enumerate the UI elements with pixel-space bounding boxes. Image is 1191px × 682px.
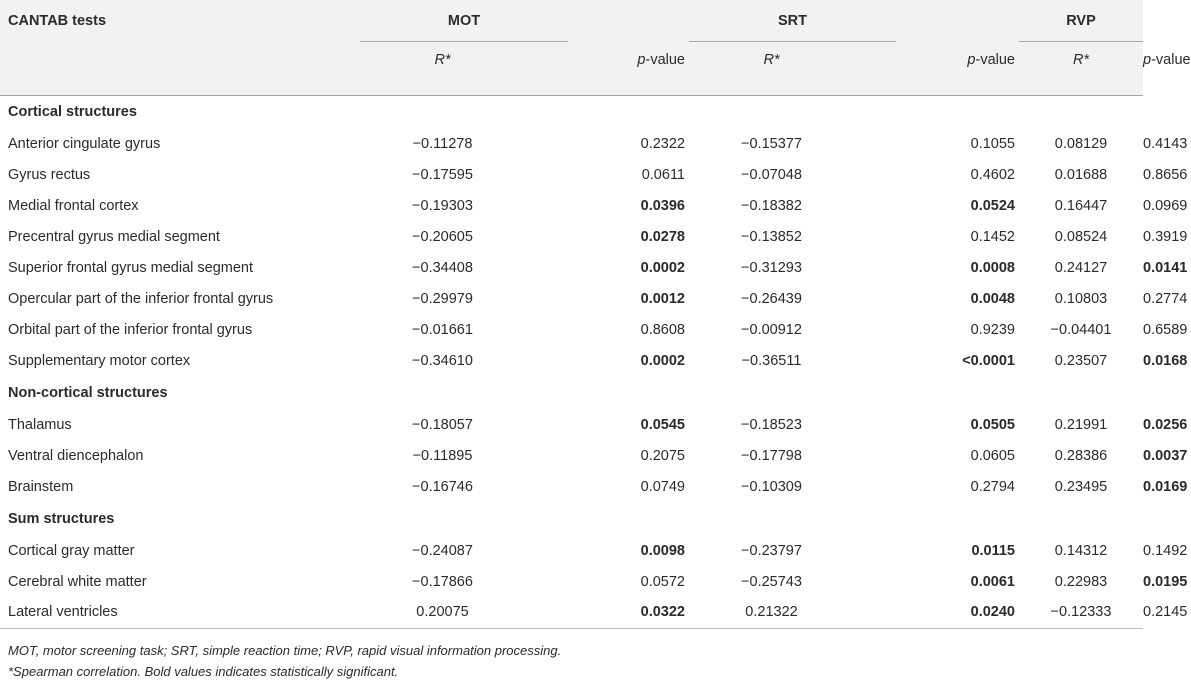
p-value-cell: 0.0008 — [970, 259, 1015, 276]
footnotes — [8, 640, 561, 661]
p-value-cell: 0.0115 — [971, 542, 1015, 559]
p-value-cell: 0.0396 — [640, 197, 685, 214]
r-value-cell: 0.28386 — [1054, 447, 1108, 464]
r-value-cell: −0.17866 — [412, 573, 473, 590]
p-value-cell: 0.0278 — [640, 228, 685, 245]
table-row: Medial frontal cortex −0.19303 0.0396 −0.18382 0.0524 0.16447 0.0969 — [0, 190, 1143, 221]
r-value-cell: −0.36511 — [741, 352, 802, 369]
p-value-cell: 0.8608 — [640, 321, 685, 338]
p-value-cell: 0.0098 — [640, 542, 685, 559]
p-value-cell: 0.0002 — [640, 259, 685, 276]
row-label: Anterior cingulate gyrus — [8, 135, 161, 152]
r-value-cell: −0.23797 — [741, 542, 802, 559]
r-value-cell: −0.34610 — [412, 352, 473, 369]
p-value-cell: 0.0749 — [640, 478, 685, 495]
p-value-cell: 0.2075 — [640, 447, 685, 464]
row-label: Cortical gray matter — [8, 542, 135, 559]
row-label: Medial frontal cortex — [8, 197, 139, 214]
r-value-cell: 0.08129 — [1054, 135, 1108, 152]
r-value-cell: −0.01661 — [412, 321, 473, 338]
p-value-cell: 0.0545 — [640, 416, 685, 433]
p-value-cell: <0.0001 — [962, 352, 1015, 369]
row-label: Cerebral white matter — [8, 573, 147, 590]
r-value-cell: −0.12333 — [1019, 597, 1143, 628]
r-value-cell: 0.14312 — [1054, 542, 1108, 559]
r-value-cell: −0.19303 — [412, 197, 473, 214]
p-value-cell: 0.4602 — [970, 166, 1015, 183]
p-value-cell: 0.0572 — [640, 573, 685, 590]
header-row-subcols: R* p-value R* p-value R* p-value — [0, 41, 1143, 95]
header-group-srt: SRT — [689, 0, 896, 41]
r-value-cell: −0.20605 — [412, 228, 473, 245]
header-r-mot: R* — [434, 51, 451, 68]
r-value-cell: 0.21991 — [1054, 416, 1108, 433]
header-gap — [896, 0, 1019, 41]
r-value-cell: −0.11895 — [412, 447, 473, 464]
r-value-cell: −0.07048 — [741, 166, 802, 183]
header-r-srt: R* — [763, 51, 780, 68]
r-value-cell: −0.34408 — [412, 259, 473, 276]
r-value-cell: −0.10309 — [741, 478, 802, 495]
p-value-cell: 0.0524 — [970, 197, 1015, 214]
p-value-cell: 0.0048 — [970, 290, 1015, 307]
footnote-abbreviations: MOT, motor screening task; SRT, simple reaction time; RVP, rapid visual information processing. — [8, 643, 562, 658]
row-label: Orbital part of the inferior frontal gyrus — [8, 321, 253, 338]
r-value-cell: −0.18057 — [412, 416, 473, 433]
table-body — [0, 95, 1188, 628]
section-title: Non-cortical structures — [8, 384, 168, 401]
r-value-cell: −0.26439 — [741, 290, 802, 307]
p-value-cell: 0.0611 — [641, 166, 685, 183]
p-value-cell: 0.0002 — [640, 352, 685, 369]
header-gap — [568, 0, 689, 41]
p-value-cell: 0.0012 — [640, 290, 685, 307]
r-value-cell: −0.31293 — [741, 259, 802, 276]
section-title: Sum structures — [8, 510, 115, 527]
r-value-cell: 0.01688 — [1054, 166, 1108, 183]
table-row: Lateral ventricles 0.20075 0.0322 0.21322 0.0240 −0.12333 0.2145 — [0, 597, 1143, 628]
row-label: Supplementary motor cortex — [8, 352, 191, 369]
p-value-cell: 0.1055 — [970, 135, 1015, 152]
r-value-cell: −0.04401 — [1050, 321, 1112, 338]
table-row: Gyrus rectus −0.17595 0.0611 −0.07048 0.4602 0.01688 0.8656 — [0, 159, 1143, 190]
table-row: Opercular part of the inferior frontal gyrus −0.29979 0.0012 −0.26439 0.0048 0.10803 0.2774 — [0, 283, 1143, 314]
table-row: Superior frontal gyrus medial segment −0.34408 0.0002 −0.31293 0.0008 0.24127 0.0141 — [0, 252, 1143, 283]
header-r-rvp: R* — [1072, 51, 1090, 68]
table-row: Precentral gyrus medial segment −0.20605 0.0278 −0.13852 0.1452 0.08524 0.3919 — [0, 221, 1143, 252]
section-title: Cortical structures — [8, 103, 137, 120]
section-row — [0, 95, 1143, 128]
row-label: Brainstem — [8, 478, 74, 495]
header-row-groups — [0, 0, 1143, 41]
footnote-significance: *Spearman correlation. Bold values indicates statistically significant. — [8, 664, 399, 679]
table-row: Supplementary motor cortex −0.34610 0.0002 −0.36511 <0.0001 0.23507 0.0168 — [0, 345, 1143, 376]
r-value-cell: 0.24127 — [1054, 259, 1108, 276]
header-group-rvp: RVP — [1019, 0, 1143, 41]
header-group-mot: MOT — [360, 0, 568, 41]
r-value-cell: 0.23495 — [1054, 478, 1108, 495]
table-row: Orbital part of the inferior frontal gyrus −0.01661 0.8608 −0.00912 0.9239 −0.04401 0.6589 — [0, 314, 1143, 345]
table-row: Anterior cingulate gyrus −0.11278 0.2322 −0.15377 0.1055 0.08129 0.4143 — [0, 128, 1143, 159]
r-value-cell: 0.10803 — [1054, 290, 1108, 307]
p-value-cell: 0.0240 — [854, 597, 1019, 628]
r-value-cell: −0.17798 — [741, 447, 802, 464]
p-value-cell: 0.1452 — [970, 228, 1015, 245]
r-value-cell: −0.17595 — [412, 166, 473, 183]
table-row: Cerebral white matter −0.17866 0.0572 −0.25743 0.0061 0.22983 0.0195 — [0, 566, 1143, 597]
r-value-cell: 0.16447 — [1054, 197, 1108, 214]
row-label: Lateral ventricles — [0, 597, 360, 628]
p-value-cell: 0.2794 — [970, 478, 1015, 495]
r-value-cell: −0.00912 — [741, 321, 802, 338]
r-value-cell: −0.25743 — [741, 573, 802, 590]
section-row — [0, 376, 1143, 409]
row-label: Ventral diencephalon — [8, 447, 144, 464]
p-value-cell: 0.2322 — [640, 135, 685, 152]
row-label: Thalamus — [8, 416, 72, 433]
row-label: Opercular part of the inferior frontal gyrus — [8, 290, 274, 307]
r-value-cell: 0.20075 — [360, 597, 525, 628]
p-value-cell: 0.9239 — [970, 321, 1015, 338]
p-value-cell: 0.0322 — [525, 597, 689, 628]
r-value-cell: −0.18523 — [741, 416, 802, 433]
r-value-cell: −0.16746 — [412, 478, 473, 495]
r-value-cell: −0.13852 — [741, 228, 802, 245]
r-value-cell: 0.08524 — [1054, 228, 1108, 245]
table-row: Ventral diencephalon −0.11895 0.2075 −0.17798 0.0605 0.28386 0.0037 — [0, 440, 1143, 471]
r-value-cell: −0.18382 — [741, 197, 802, 214]
table-row: Thalamus −0.18057 0.0545 −0.18523 0.0505 0.21991 0.0256 — [0, 409, 1143, 440]
header-empty — [0, 41, 360, 95]
section-row — [0, 502, 1143, 535]
r-value-cell: 0.23507 — [1054, 352, 1108, 369]
r-value-cell: −0.29979 — [412, 290, 473, 307]
p-value-cell: 0.0061 — [970, 573, 1015, 590]
header-first-col: CANTAB tests — [8, 13, 107, 29]
r-value-cell: −0.24087 — [412, 542, 473, 559]
r-value-cell: 0.21322 — [689, 597, 854, 628]
p-value-cell: 0.0505 — [970, 416, 1015, 433]
header-p-mot: p-value — [637, 51, 685, 68]
r-value-cell: −0.15377 — [741, 135, 802, 152]
r-value-cell: 0.22983 — [1054, 573, 1108, 590]
table-row: Brainstem −0.16746 0.0749 −0.10309 0.2794 0.23495 0.0169 — [0, 471, 1143, 502]
header-p-srt: p-value — [967, 51, 1015, 68]
r-value-cell: −0.11278 — [412, 135, 473, 152]
row-label: Gyrus rectus — [8, 166, 91, 183]
p-value-cell: 0.0605 — [970, 447, 1015, 464]
table-row: Cortical gray matter −0.24087 0.0098 −0.23797 0.0115 0.14312 0.1492 — [0, 535, 1143, 566]
row-label: Precentral gyrus medial segment — [8, 228, 220, 245]
row-label: Superior frontal gyrus medial segment — [8, 259, 254, 276]
